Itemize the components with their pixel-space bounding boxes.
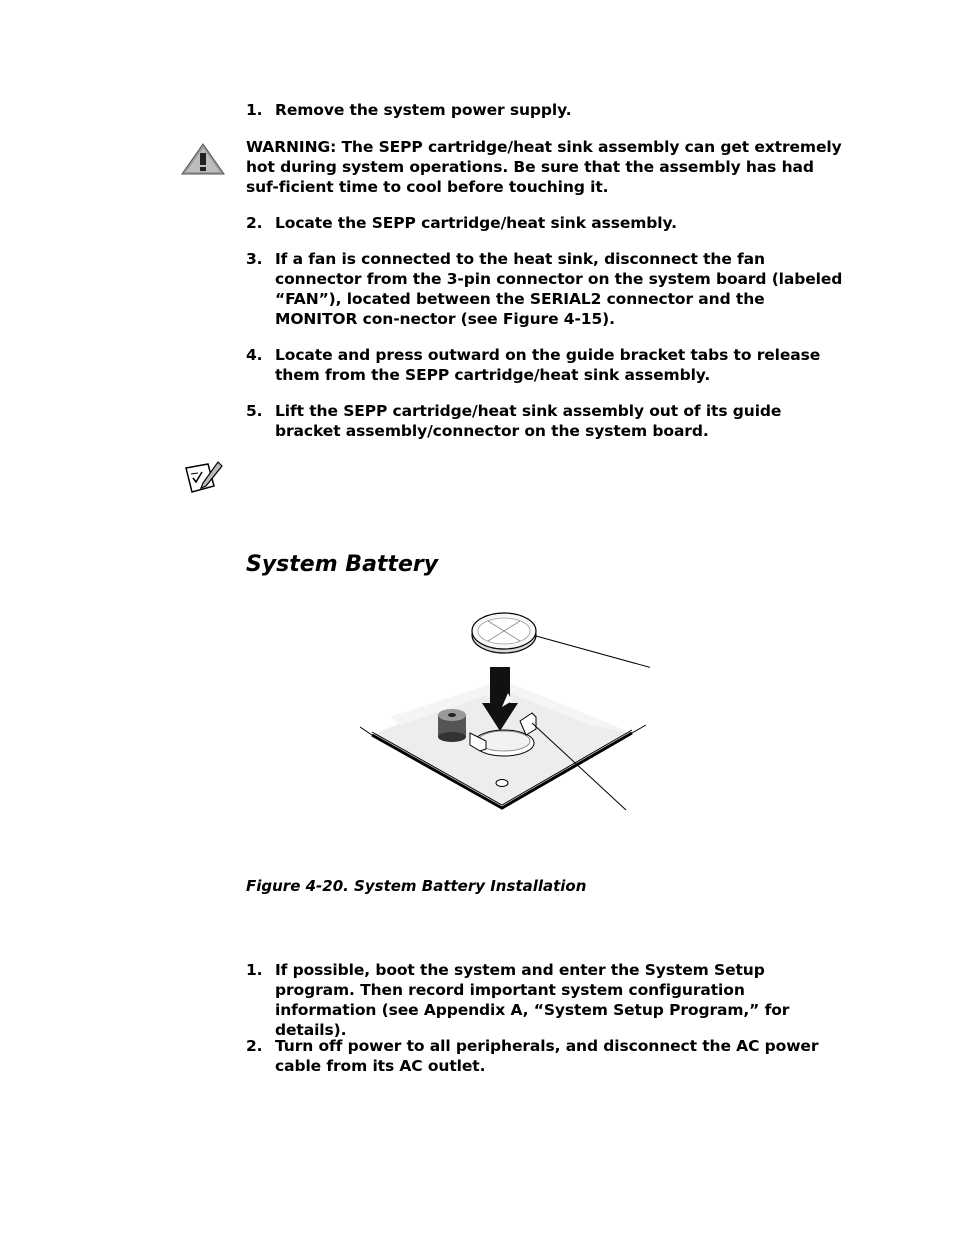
- step-turn-off-power: [246, 1036, 846, 1076]
- step-boot-setup: [246, 960, 846, 1040]
- step-text: If a fan is connected to the heat sink, disconnect the fan connector from the 3-pin connector on the system board (labeled “FAN”), located between the SERIAL2 connector and the MONITOR con-nector (see Figure 4-15).: [275, 250, 843, 328]
- step-number: 1.: [246, 961, 263, 979]
- battery-installation-figure: [360, 605, 650, 815]
- step-remove-power-supply: [246, 100, 846, 120]
- section-title: System Battery: [246, 552, 439, 577]
- step-number: 2.: [246, 214, 263, 232]
- step-text: Locate the SEPP cartridge/heat sink assembly.: [275, 214, 677, 232]
- warning-triangle-icon: [180, 142, 226, 176]
- note-pencil-icon: [184, 460, 224, 496]
- step-text: Lift the SEPP cartridge/heat sink assembly out of its guide bracket assembly/connector on the system board.: [275, 402, 782, 440]
- step-disconnect-fan: [246, 249, 846, 329]
- step-text: Locate and press outward on the guide bracket tabs to release them from the SEPP cartridge/heat sink assembly.: [275, 346, 821, 384]
- step-number: 2.: [246, 1037, 263, 1055]
- step-lift-sepp: [246, 401, 846, 441]
- step-text: Remove the system power supply.: [275, 101, 572, 119]
- step-press-tabs: [246, 345, 846, 385]
- step-number: 5.: [246, 402, 263, 420]
- step-text: Turn off power to all peripherals, and disconnect the AC power cable from its AC outlet.: [275, 1037, 819, 1075]
- step-number: 4.: [246, 346, 263, 364]
- step-number: 3.: [246, 250, 263, 268]
- step-text: If possible, boot the system and enter the System Setup program. Then record important system configuration information (see Appendix A, “System Setup Program,” for details).: [275, 961, 790, 1039]
- step-locate-sepp: [246, 213, 846, 233]
- warning-text: WARNING: The SEPP cartridge/heat sink assembly can get extremely hot during system operations. Be sure that the assembly has had suf-ficient time to cool before touching it.: [246, 138, 842, 196]
- figure-caption: Figure 4-20. System Battery Installation: [246, 877, 587, 895]
- step-number: 1.: [246, 101, 263, 119]
